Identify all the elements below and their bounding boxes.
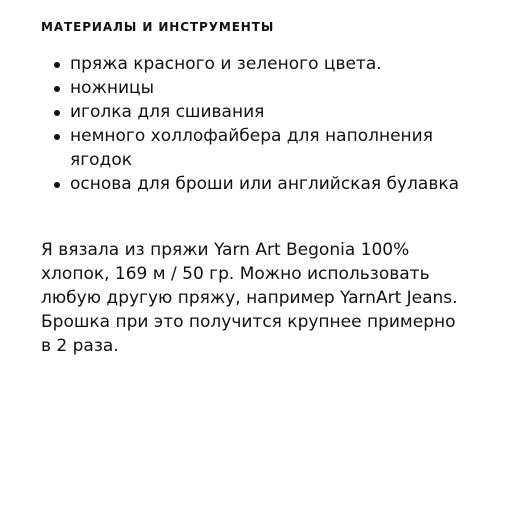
list-item: [54, 172, 464, 196]
bullet-icon: [54, 134, 60, 140]
bullet-icon: [54, 110, 60, 116]
list-item: [54, 100, 464, 124]
list-item-text: иголка для сшивания: [70, 102, 265, 122]
section-heading: МАТЕРИАЛЫ И ИНСТРУМЕНТЫ: [41, 20, 275, 34]
list-item: [54, 124, 464, 172]
bullet-icon: [54, 62, 60, 68]
materials-list: [54, 52, 464, 196]
list-item-text: ножницы: [70, 78, 154, 98]
bullet-icon: [54, 182, 60, 188]
list-item-text: основа для броши или английская булавка: [70, 174, 460, 194]
list-item-text: немного холлофайбера для наполнения ягодок: [70, 126, 433, 170]
list-item-text: пряжа красного и зеленого цвета.: [70, 54, 382, 74]
list-item: [54, 52, 464, 76]
body-paragraph: Я вязала из пряжи Yarn Art Begonia 100% хлопок, 169 м / 50 гр. Можно использовать любую другую пряжу, например YarnArt Jeans. Брошка при это получится крупнее примерно в 2 раза.: [41, 240, 458, 356]
bullet-icon: [54, 86, 60, 92]
list-item: [54, 76, 464, 100]
